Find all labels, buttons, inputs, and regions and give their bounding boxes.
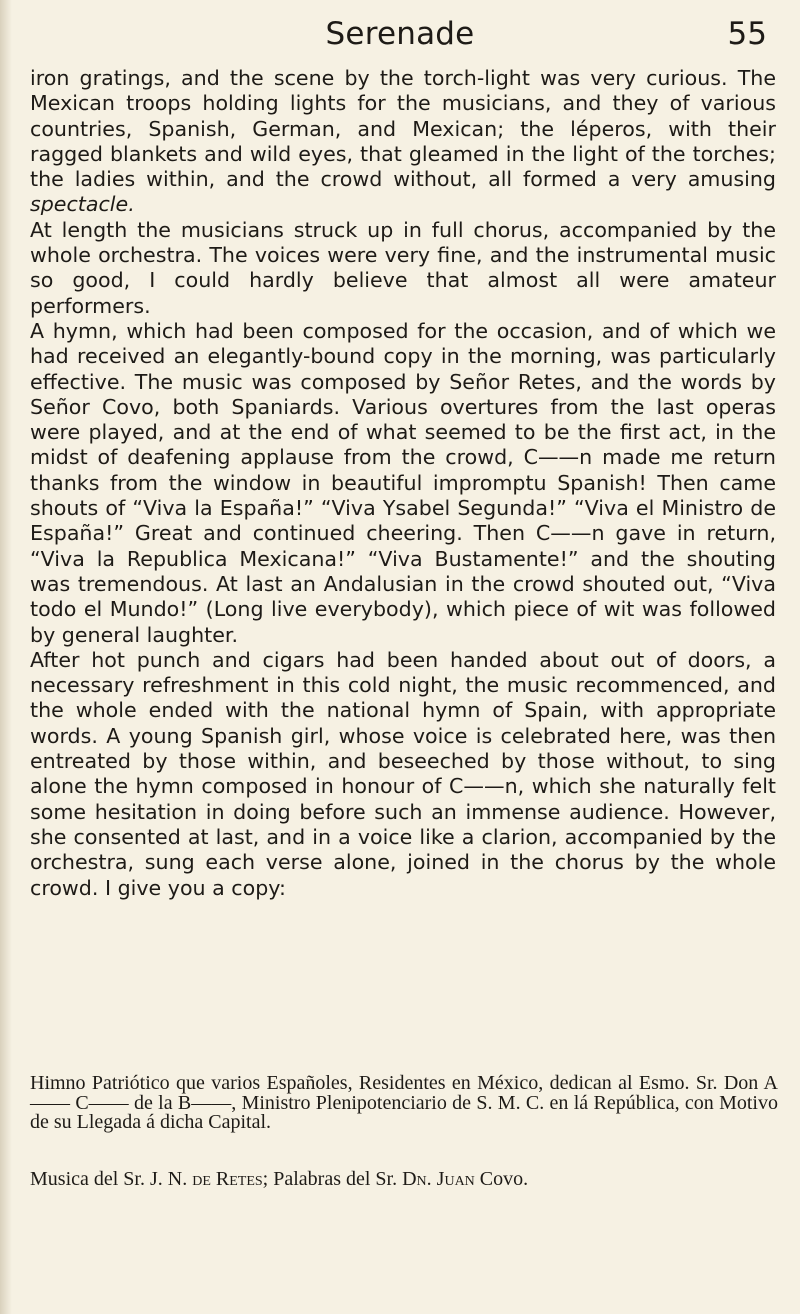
music-credit bbox=[30, 1168, 778, 1191]
music-credit-juan: Juan bbox=[436, 1168, 475, 1190]
music-credit-retes: Retes bbox=[215, 1168, 263, 1190]
paragraph-3: A hymn, which had been composed for the occasion, and of which we had received an elegantly-bound copy in the morning, was particularly effective. The music was composed by Señor Retes, and the words by Señor Covo, both Spaniards. Various overtures from the last operas were played, and at the end of what seemed to be the first act, in the midst of deafening applause from the crowd, C——n made me return thanks from the window in beautiful impromptu Spanish! Then came shouts of “Viva la España!” “Viva Ysabel Segunda!” “Viva el Ministro de España!” Great and continued cheering. Then C——n gave in return, “Viva la Republica Mexicana!” “Viva Bustamente!” and the shouting was tremendous. At last an Andalusian in the crowd shouted out, “Viva todo el Mundo!” (Long live everybody), which piece of wit was followed by general laughter. bbox=[30, 318, 776, 647]
page-gutter-edge bbox=[0, 0, 12, 1314]
page-header bbox=[0, 16, 800, 66]
music-credit-dot: . bbox=[426, 1168, 437, 1190]
running-head: Serenade bbox=[325, 16, 475, 52]
paragraph-1 bbox=[30, 66, 776, 218]
paragraph-4: After hot punch and cigars had been handed about out of doors, a necessary refreshment in this cold night, the music recommenced, and the whole ended with the national hymn of Spain, with appropriate words. A young Spanish girl, whose voice is celebrated here, was then entreated by those within, and beseeched by those without, to sing alone the hymn composed in honour of C——n, which she naturally felt some hesitation in doing before such an immense audience. However, she consented at last, and in a voice like a clarion, accompanied by the orchestra, sung each verse alone, joined in the chorus by the whole crowd. I give you a copy: bbox=[30, 647, 776, 900]
paragraph-1-text: iron gratings, and the scene by the torch-light was very curious. The Mexican troops holding lights for the musicians, and they of various countries, Spanish, German, and Mexican; the léperos, with their ragged blankets and wild eyes, that gleamed in the light of the torches; the ladies within, and the crowd without, all formed a very amusing bbox=[30, 66, 776, 192]
page-number: 55 bbox=[727, 16, 767, 52]
music-credit-prefix: Musica del Sr. J. N. bbox=[30, 1168, 193, 1190]
paragraph-2: At length the musicians struck up in full chorus, accompanied by the whole orchestra. The voices were very fine, and the instrumental music so good, I could hardly believe that almost all were amateur performers. bbox=[30, 217, 776, 318]
music-credit-end: . bbox=[523, 1168, 529, 1190]
body-text bbox=[30, 66, 776, 901]
music-credit-covo: Covo bbox=[479, 1168, 524, 1190]
music-credit-middle: ; Palabras del Sr. bbox=[262, 1168, 403, 1190]
hymn-heading-text: Himno Patriótico que varios Españoles, Residentes en México, dedican al Esmo. Sr. Don A—— C—— de la B——, Ministro Plenipotenciario de S. M. C. en lá República, con Motivo de su Llegada á dicha Capital. bbox=[30, 1072, 778, 1133]
hymn-heading bbox=[30, 1074, 778, 1133]
paragraph-1-italic: spectacle. bbox=[30, 192, 135, 217]
music-credit-dn: Dn bbox=[402, 1168, 427, 1190]
music-credit-de: de bbox=[192, 1168, 211, 1190]
